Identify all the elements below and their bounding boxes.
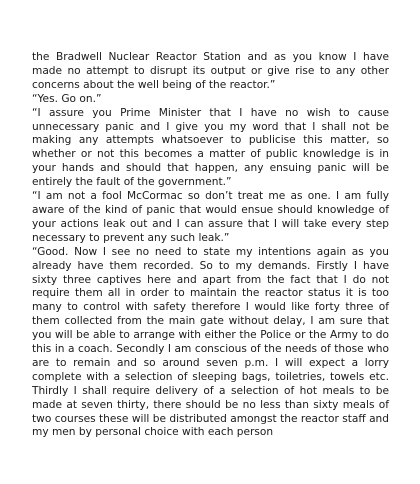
document-page [32, 51, 389, 440]
paragraph-prime-minister-reply: “I am not a fool McCormac so don’t treat me as one. I am fully aware of the kind of panic that would ensue should knowledge of your actions leak out and I can assure that I will take every step necessary to prevent any such leak.” [32, 190, 389, 244]
paragraph-yes-go-on: “Yes. Go on.” [32, 92, 102, 105]
paragraph-assurance: “I assure you Prime Minister that I have no wish to cause unnecessary panic and I give you my word that I shall not be making any attempts whatsoever to publicise this matter, so whether or not this becomes a matter of public knowledge is in your hands and should that happen, any ensuing panic will be entirely the fault of the government.” [32, 106, 389, 189]
paragraph-reactor-status: the Bradwell Nuclear Reactor Station and as you know I have made no attempt to disrupt its output or give rise to any other concerns about the well being of the reactor.” [32, 51, 389, 91]
paragraph-demands: “Good. Now I see no need to state my intentions again as you already have them recorded. So to my demands. Firstly I have sixty three captives here and apart from the fact that I do not require them all in order to maintain the reactor status it is too many to control with safety therefore I would like forty three of them collected from the main gate without delay, I am sure that you will be able to arrange with either the Police or the Army to do this in a coach. Secondly I am conscious of the needs of those who are to remain and so around seven p.m. I will expect a lorry complete with a selection of sleeping bags, toiletries, towels etc. Thirdly I shall require delivery of a selection of hot meals to be made at seven thirty, there should be no less than sixty meals of two courses these will be distributed amongst the reactor staff and my men by personal choice with each person [32, 245, 389, 439]
